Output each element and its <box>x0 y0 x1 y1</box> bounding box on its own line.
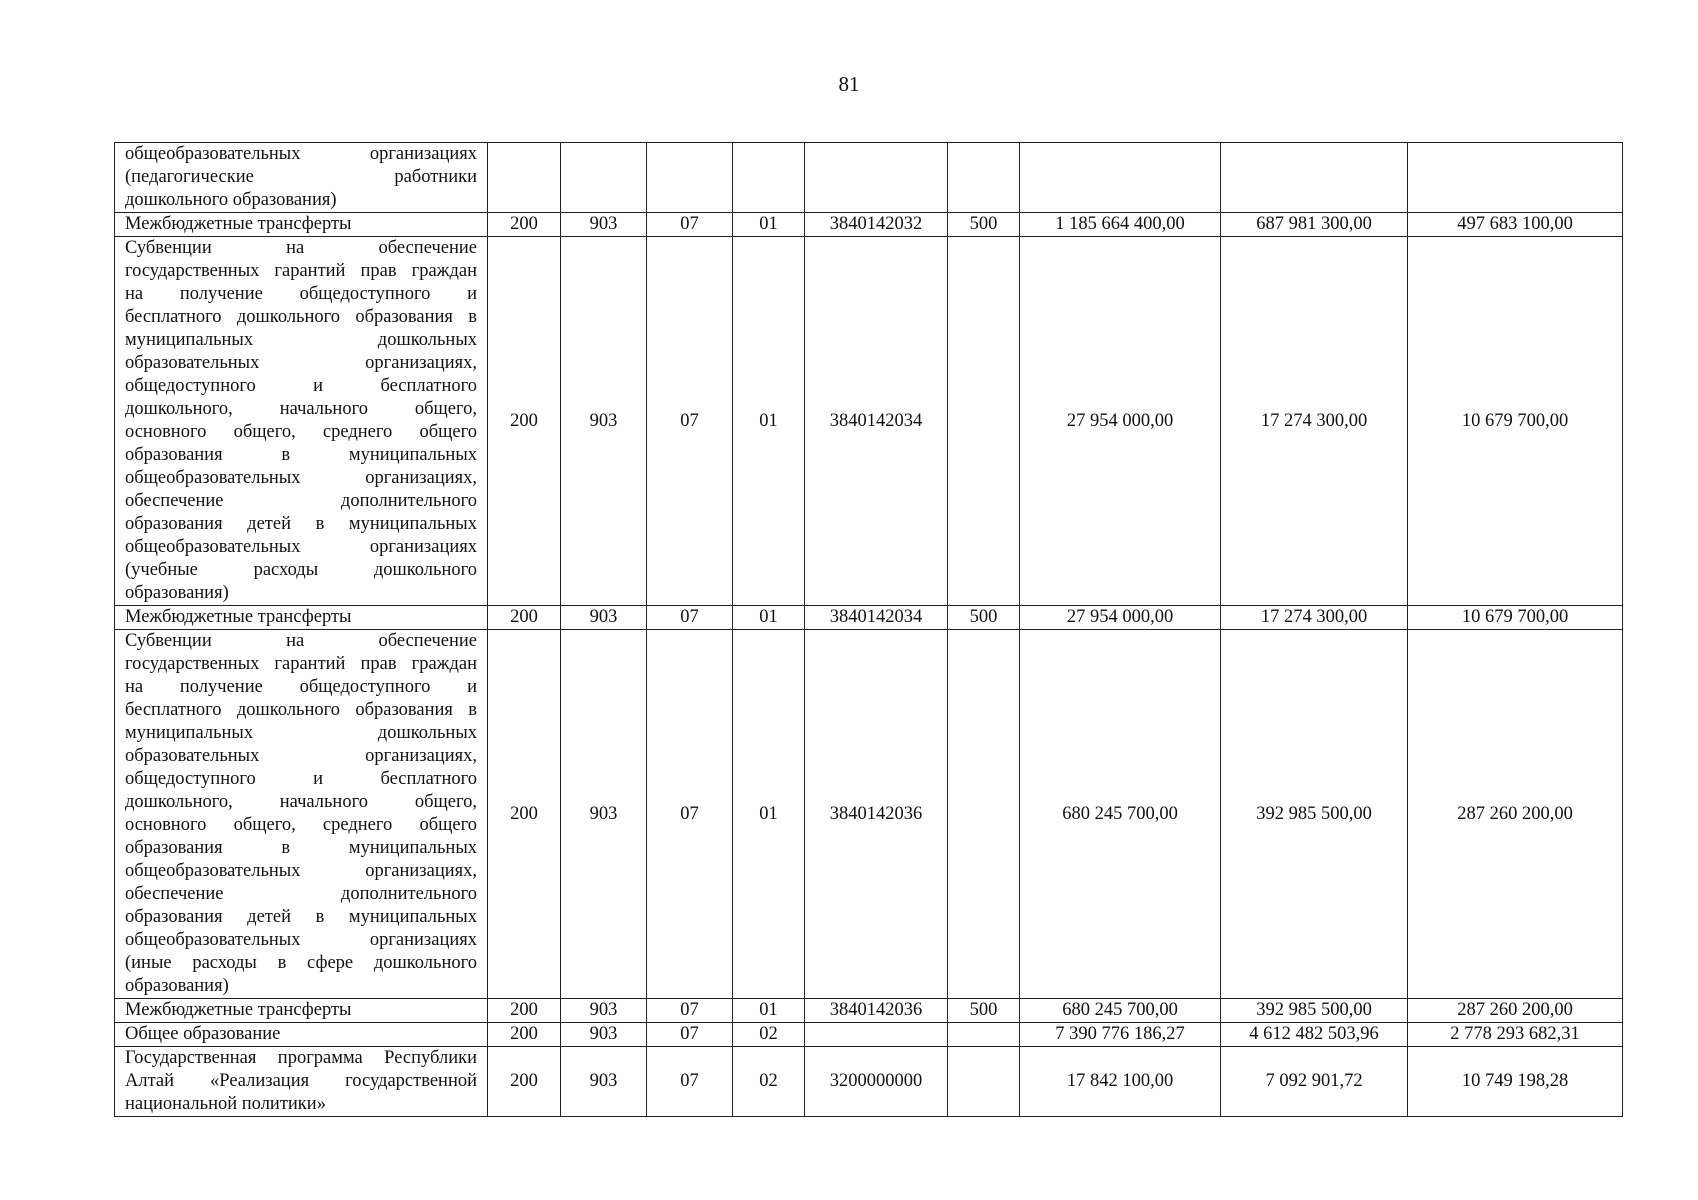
cell-amount-total: 1 185 664 400,00 <box>1020 213 1221 237</box>
table-body <box>115 143 1623 1117</box>
cell-amount-regional: 497 683 100,00 <box>1408 213 1623 237</box>
description-line: образования в муниципальных <box>125 445 477 465</box>
cell-amount-total: 27 954 000,00 <box>1020 237 1221 606</box>
cell-amount-federal: 17 274 300,00 <box>1221 606 1408 630</box>
cell-section-code: 07 <box>647 213 733 237</box>
description-line: Общее образование <box>125 1024 281 1044</box>
description-line: образовательных организациях, <box>125 353 477 373</box>
row-description <box>115 1047 488 1117</box>
description-line: обеспечение дополнительного <box>125 491 477 511</box>
description-line: общеобразовательных организациях, <box>125 468 477 488</box>
cell-ministry-code: 903 <box>561 606 647 630</box>
description-line: (учебные расходы дошкольного <box>125 560 477 580</box>
cell-expense-type-code <box>948 1023 1020 1047</box>
cell-target-article-code: 3200000000 <box>805 1047 948 1117</box>
cell-target-article-code: 3840142036 <box>805 630 948 999</box>
cell-amount-total: 27 954 000,00 <box>1020 606 1221 630</box>
cell-target-article-code <box>805 1023 948 1047</box>
table-row <box>115 999 1623 1023</box>
description-line: (педагогические работники <box>125 167 477 187</box>
cell-amount-regional: 10 679 700,00 <box>1408 237 1623 606</box>
budget-table <box>114 142 1623 1117</box>
cell-admin-code: 200 <box>488 606 561 630</box>
description-line: бесплатного дошкольного образования в <box>125 700 477 720</box>
cell-amount-regional: 10 679 700,00 <box>1408 606 1623 630</box>
description-line: Алтай «Реализация государственной <box>125 1071 477 1091</box>
cell-expense-type-code <box>948 237 1020 606</box>
table-row <box>115 213 1623 237</box>
description-line: основного общего, среднего общего <box>125 815 477 835</box>
cell-subsection-code: 01 <box>733 630 805 999</box>
description-line: дошкольного, начального общего, <box>125 399 477 419</box>
cell-ministry-code <box>561 143 647 213</box>
cell-expense-type-code <box>948 1047 1020 1117</box>
description-line: общеобразовательных организациях <box>125 144 477 164</box>
description-line: общедоступного и бесплатного <box>125 376 477 396</box>
cell-target-article-code: 3840142034 <box>805 606 948 630</box>
table-row <box>115 1047 1623 1117</box>
cell-section-code: 07 <box>647 999 733 1023</box>
cell-target-article-code <box>805 143 948 213</box>
cell-amount-federal: 687 981 300,00 <box>1221 213 1408 237</box>
description-line: государственных гарантий прав граждан <box>125 654 477 674</box>
cell-section-code <box>647 143 733 213</box>
description-line: обеспечение дополнительного <box>125 884 477 904</box>
cell-amount-total: 680 245 700,00 <box>1020 999 1221 1023</box>
cell-admin-code: 200 <box>488 213 561 237</box>
cell-target-article-code: 3840142034 <box>805 237 948 606</box>
row-description <box>115 999 488 1023</box>
description-line: дошкольного, начального общего, <box>125 792 477 812</box>
cell-expense-type-code: 500 <box>948 999 1020 1023</box>
description-line: образования в муниципальных <box>125 838 477 858</box>
cell-subsection-code: 01 <box>733 237 805 606</box>
cell-amount-federal: 392 985 500,00 <box>1221 999 1408 1023</box>
cell-expense-type-code <box>948 630 1020 999</box>
description-line: на получение общедоступного и <box>125 284 477 304</box>
description-line: общеобразовательных организациях <box>125 537 477 557</box>
cell-admin-code: 200 <box>488 1023 561 1047</box>
cell-ministry-code: 903 <box>561 630 647 999</box>
cell-subsection-code: 01 <box>733 999 805 1023</box>
cell-admin-code <box>488 143 561 213</box>
description-line: Межбюджетные трансферты <box>125 1000 352 1020</box>
cell-expense-type-code <box>948 143 1020 213</box>
cell-subsection-code: 01 <box>733 606 805 630</box>
cell-amount-regional <box>1408 143 1623 213</box>
cell-ministry-code: 903 <box>561 213 647 237</box>
cell-admin-code: 200 <box>488 630 561 999</box>
description-line: Межбюджетные трансферты <box>125 214 352 234</box>
cell-expense-type-code: 500 <box>948 606 1020 630</box>
description-line: образования) <box>125 583 229 603</box>
description-line: бесплатного дошкольного образования в <box>125 307 477 327</box>
row-description <box>115 1023 488 1047</box>
table-row <box>115 1023 1623 1047</box>
description-line: Субвенции на обеспечение <box>125 238 477 258</box>
table-row <box>115 630 1623 999</box>
description-line: национальной политики» <box>125 1094 326 1114</box>
description-line: муниципальных дошкольных <box>125 330 477 350</box>
cell-admin-code: 200 <box>488 1047 561 1117</box>
cell-amount-regional: 2 778 293 682,31 <box>1408 1023 1623 1047</box>
cell-section-code: 07 <box>647 1047 733 1117</box>
cell-ministry-code: 903 <box>561 1047 647 1117</box>
table-row <box>115 237 1623 606</box>
description-line: общеобразовательных организациях, <box>125 861 477 881</box>
table-row <box>115 143 1623 213</box>
cell-subsection-code: 02 <box>733 1047 805 1117</box>
cell-subsection-code: 02 <box>733 1023 805 1047</box>
description-line: образования детей в муниципальных <box>125 514 477 534</box>
description-line: на получение общедоступного и <box>125 677 477 697</box>
cell-amount-regional: 10 749 198,28 <box>1408 1047 1623 1117</box>
cell-subsection-code: 01 <box>733 213 805 237</box>
description-line: Государственная программа Республики <box>125 1048 477 1068</box>
description-line: (иные расходы в сфере дошкольного <box>125 953 477 973</box>
table-row <box>115 606 1623 630</box>
cell-subsection-code <box>733 143 805 213</box>
description-line: Межбюджетные трансферты <box>125 607 352 627</box>
cell-amount-federal: 392 985 500,00 <box>1221 630 1408 999</box>
cell-section-code: 07 <box>647 1023 733 1047</box>
cell-amount-total: 680 245 700,00 <box>1020 630 1221 999</box>
row-description <box>115 630 488 999</box>
cell-section-code: 07 <box>647 630 733 999</box>
description-line: муниципальных дошкольных <box>125 723 477 743</box>
cell-section-code: 07 <box>647 237 733 606</box>
cell-amount-federal <box>1221 143 1408 213</box>
cell-amount-regional: 287 260 200,00 <box>1408 630 1623 999</box>
description-line: дошкольного образования) <box>125 190 337 210</box>
cell-amount-total: 17 842 100,00 <box>1020 1047 1221 1117</box>
description-line: образовательных организациях, <box>125 746 477 766</box>
description-line: образования детей в муниципальных <box>125 907 477 927</box>
cell-target-article-code: 3840142032 <box>805 213 948 237</box>
cell-ministry-code: 903 <box>561 1023 647 1047</box>
row-description <box>115 213 488 237</box>
cell-expense-type-code: 500 <box>948 213 1020 237</box>
cell-section-code: 07 <box>647 606 733 630</box>
cell-amount-federal: 7 092 901,72 <box>1221 1047 1408 1117</box>
page-number: 81 <box>838 72 860 96</box>
row-description <box>115 237 488 606</box>
cell-admin-code: 200 <box>488 999 561 1023</box>
cell-ministry-code: 903 <box>561 237 647 606</box>
cell-amount-total: 7 390 776 186,27 <box>1020 1023 1221 1047</box>
cell-target-article-code: 3840142036 <box>805 999 948 1023</box>
cell-admin-code: 200 <box>488 237 561 606</box>
cell-amount-regional: 287 260 200,00 <box>1408 999 1623 1023</box>
cell-amount-federal: 17 274 300,00 <box>1221 237 1408 606</box>
description-line: общеобразовательных организациях <box>125 930 477 950</box>
cell-amount-federal: 4 612 482 503,96 <box>1221 1023 1408 1047</box>
description-line: образования) <box>125 976 229 996</box>
description-line: основного общего, среднего общего <box>125 422 477 442</box>
row-description <box>115 143 488 213</box>
description-line: общедоступного и бесплатного <box>125 769 477 789</box>
row-description <box>115 606 488 630</box>
cell-amount-total <box>1020 143 1221 213</box>
description-line: Субвенции на обеспечение <box>125 631 477 651</box>
cell-ministry-code: 903 <box>561 999 647 1023</box>
description-line: государственных гарантий прав граждан <box>125 261 477 281</box>
